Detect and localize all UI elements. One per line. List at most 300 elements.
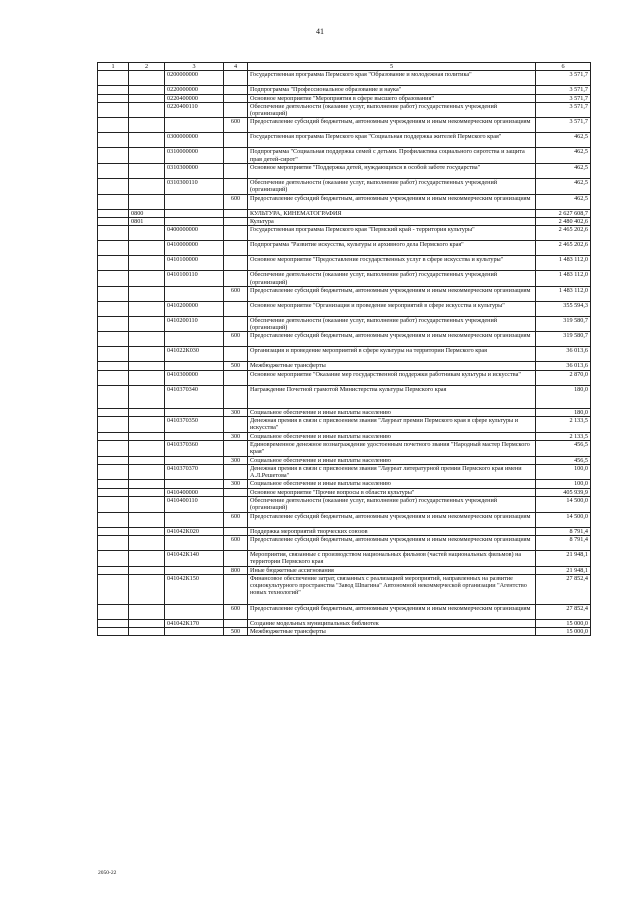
cell-col-1 bbox=[98, 497, 129, 513]
cell-col-1 bbox=[98, 94, 129, 102]
cell-section-code bbox=[129, 286, 165, 301]
table-row bbox=[98, 133, 591, 148]
cell-amount: 2 480 402,6 bbox=[536, 217, 591, 225]
cell-col-1 bbox=[98, 566, 129, 574]
cell-description: Мероприятия, связанные с производством национальных фильмов (частей национальных фильмов) на территории Пермского края bbox=[248, 550, 536, 566]
cell-target-code: 041042К170 bbox=[165, 619, 224, 627]
cell-target-code bbox=[165, 217, 224, 225]
table-row bbox=[98, 408, 591, 416]
cell-expense-type: 600 bbox=[224, 332, 248, 347]
cell-target-code: 0410100000 bbox=[165, 256, 224, 271]
cell-description: Социальное обеспечение и иные выплаты населению bbox=[248, 456, 536, 464]
cell-target-code bbox=[165, 408, 224, 416]
cell-section-code bbox=[129, 497, 165, 513]
cell-description: Создание модельных муниципальных библиотек bbox=[248, 619, 536, 627]
cell-target-code: 0410200110 bbox=[165, 316, 224, 332]
cell-section-code bbox=[129, 619, 165, 627]
cell-expense-type bbox=[224, 527, 248, 535]
cell-section-code bbox=[129, 118, 165, 133]
cell-target-code: 0410300000 bbox=[165, 370, 224, 385]
cell-amount: 405 939,9 bbox=[536, 488, 591, 496]
cell-section-code bbox=[129, 488, 165, 496]
cell-expense-type bbox=[224, 440, 248, 456]
cell-section-code bbox=[129, 316, 165, 332]
cell-target-code: 0410370340 bbox=[165, 385, 224, 408]
cell-section-code bbox=[129, 527, 165, 535]
cell-expense-type: 300 bbox=[224, 456, 248, 464]
header-col-1: 1 bbox=[98, 63, 129, 71]
cell-col-1 bbox=[98, 550, 129, 566]
cell-description: Культура bbox=[248, 217, 536, 225]
cell-expense-type: 300 bbox=[224, 432, 248, 440]
cell-expense-type bbox=[224, 102, 248, 118]
cell-target-code bbox=[165, 362, 224, 370]
table-row bbox=[98, 179, 591, 195]
cell-description: КУЛЬТУРА, КИНЕМАТОГРАФИЯ bbox=[248, 209, 536, 217]
cell-description: Межбюджетные трансферты bbox=[248, 628, 536, 636]
cell-amount: 15 000,0 bbox=[536, 628, 591, 636]
cell-amount: 2 870,0 bbox=[536, 370, 591, 385]
table-row bbox=[98, 527, 591, 535]
cell-col-1 bbox=[98, 133, 129, 148]
cell-description: Денежная премия в связи с присвоением звания "Лауреат литературной премии Пермского края имени А.Л.Решетова" bbox=[248, 464, 536, 480]
cell-target-code bbox=[165, 118, 224, 133]
cell-section-code bbox=[129, 456, 165, 464]
cell-amount: 462,5 bbox=[536, 133, 591, 148]
table-row bbox=[98, 370, 591, 385]
cell-col-1 bbox=[98, 385, 129, 408]
table-row bbox=[98, 164, 591, 179]
cell-expense-type bbox=[224, 271, 248, 287]
cell-col-1 bbox=[98, 362, 129, 370]
cell-expense-type bbox=[224, 497, 248, 513]
cell-section-code: 0800 bbox=[129, 209, 165, 217]
cell-section-code bbox=[129, 271, 165, 287]
cell-section-code bbox=[129, 550, 165, 566]
cell-target-code: 0410400110 bbox=[165, 497, 224, 513]
cell-section-code bbox=[129, 432, 165, 440]
cell-expense-type: 800 bbox=[224, 566, 248, 574]
cell-amount: 462,5 bbox=[536, 179, 591, 195]
cell-expense-type bbox=[224, 133, 248, 148]
cell-section-code bbox=[129, 301, 165, 316]
table-row bbox=[98, 628, 591, 636]
cell-amount: 2 133,5 bbox=[536, 432, 591, 440]
cell-description: Финансовое обеспечение затрат, связанных с реализацией мероприятий, направленных на развитие социокультурного пространства "Завод Шпагина" Автономной некоммерческой организации "Агентство новых технологий" bbox=[248, 574, 536, 604]
cell-col-1 bbox=[98, 480, 129, 488]
cell-expense-type bbox=[224, 619, 248, 627]
cell-col-1 bbox=[98, 209, 129, 217]
cell-amount: 2 465 202,6 bbox=[536, 226, 591, 241]
cell-expense-type: 500 bbox=[224, 628, 248, 636]
cell-section-code bbox=[129, 604, 165, 619]
cell-target-code: 0410000000 bbox=[165, 241, 224, 256]
cell-expense-type bbox=[224, 370, 248, 385]
cell-section-code: 0801 bbox=[129, 217, 165, 225]
cell-col-1 bbox=[98, 102, 129, 118]
cell-target-code bbox=[165, 286, 224, 301]
cell-section-code bbox=[129, 464, 165, 480]
cell-col-1 bbox=[98, 417, 129, 433]
cell-col-1 bbox=[98, 347, 129, 362]
cell-section-code bbox=[129, 241, 165, 256]
cell-expense-type bbox=[224, 86, 248, 94]
header-col-3: 3 bbox=[165, 63, 224, 71]
cell-amount: 100,0 bbox=[536, 464, 591, 480]
cell-amount: 14 500,0 bbox=[536, 512, 591, 527]
cell-amount: 36 013,6 bbox=[536, 347, 591, 362]
cell-expense-type: 600 bbox=[224, 512, 248, 527]
cell-expense-type bbox=[224, 209, 248, 217]
cell-section-code bbox=[129, 332, 165, 347]
cell-amount: 1 483 112,0 bbox=[536, 286, 591, 301]
footer-code: 2050-22 bbox=[98, 870, 117, 876]
cell-expense-type bbox=[224, 316, 248, 332]
cell-expense-type bbox=[224, 256, 248, 271]
cell-amount: 14 500,0 bbox=[536, 497, 591, 513]
cell-expense-type bbox=[224, 464, 248, 480]
cell-section-code bbox=[129, 133, 165, 148]
cell-col-1 bbox=[98, 316, 129, 332]
cell-expense-type: 300 bbox=[224, 480, 248, 488]
table-row bbox=[98, 332, 591, 347]
cell-section-code bbox=[129, 347, 165, 362]
cell-amount: 8 791,4 bbox=[536, 535, 591, 550]
cell-description: Основное мероприятие "Предоставление государственных услуг в сфере искусства и культуры" bbox=[248, 256, 536, 271]
cell-description: Социальное обеспечение и иные выплаты населению bbox=[248, 408, 536, 416]
cell-target-code: 0220400110 bbox=[165, 102, 224, 118]
cell-description: Государственная программа Пермского края "Пермский край - территория культуры" bbox=[248, 226, 536, 241]
cell-description: Государственная программа Пермского края "Образование и молодежная политика" bbox=[248, 71, 536, 86]
cell-section-code bbox=[129, 94, 165, 102]
header-col-5: 5 bbox=[248, 63, 536, 71]
cell-target-code bbox=[165, 566, 224, 574]
cell-description: Обеспечение деятельности (оказание услуг, выполнение работ) государственных учреждений (организаций) bbox=[248, 497, 536, 513]
cell-target-code: 041042К020 bbox=[165, 527, 224, 535]
cell-section-code bbox=[129, 256, 165, 271]
cell-target-code: 0310000000 bbox=[165, 148, 224, 164]
table-row bbox=[98, 550, 591, 566]
cell-col-1 bbox=[98, 535, 129, 550]
cell-description: Обеспечение деятельности (оказание услуг, выполнение работ) государственных учреждений (организаций) bbox=[248, 316, 536, 332]
table-row bbox=[98, 118, 591, 133]
cell-target-code: 0410100110 bbox=[165, 271, 224, 287]
cell-description: Основное мероприятие "Организация и проведение мероприятий в сфере искусства и культуры" bbox=[248, 301, 536, 316]
cell-amount: 2 133,5 bbox=[536, 417, 591, 433]
cell-section-code bbox=[129, 86, 165, 94]
cell-section-code bbox=[129, 385, 165, 408]
cell-description: Государственная программа Пермского края "Социальная поддержка жителей Пермского края" bbox=[248, 133, 536, 148]
cell-target-code: 041042К140 bbox=[165, 550, 224, 566]
cell-expense-type: 600 bbox=[224, 535, 248, 550]
cell-amount: 21 948,1 bbox=[536, 566, 591, 574]
cell-expense-type bbox=[224, 179, 248, 195]
table-row bbox=[98, 488, 591, 496]
cell-target-code: 0220400000 bbox=[165, 94, 224, 102]
cell-col-1 bbox=[98, 256, 129, 271]
cell-expense-type: 600 bbox=[224, 194, 248, 209]
table-row bbox=[98, 440, 591, 456]
cell-description: Предоставление субсидий бюджетным, автономным учреждениям и иным некоммерческим организациям bbox=[248, 194, 536, 209]
cell-target-code: 0220000000 bbox=[165, 86, 224, 94]
cell-target-code bbox=[165, 194, 224, 209]
cell-col-1 bbox=[98, 286, 129, 301]
cell-target-code bbox=[165, 480, 224, 488]
cell-description: Основное мероприятие "Мероприятия в сфере высшего образования" bbox=[248, 94, 536, 102]
cell-target-code: 0310300110 bbox=[165, 179, 224, 195]
cell-target-code: 0410400000 bbox=[165, 488, 224, 496]
cell-description: Подпрограмма "Профессиональное образование и наука" bbox=[248, 86, 536, 94]
cell-expense-type bbox=[224, 488, 248, 496]
cell-col-1 bbox=[98, 148, 129, 164]
cell-col-1 bbox=[98, 86, 129, 94]
cell-target-code: 0200000000 bbox=[165, 71, 224, 86]
table-row bbox=[98, 456, 591, 464]
cell-section-code bbox=[129, 226, 165, 241]
table-row bbox=[98, 102, 591, 118]
page-number: 41 bbox=[316, 27, 324, 36]
table-row bbox=[98, 604, 591, 619]
cell-expense-type bbox=[224, 301, 248, 316]
cell-expense-type: 600 bbox=[224, 286, 248, 301]
cell-amount: 456,5 bbox=[536, 456, 591, 464]
cell-col-1 bbox=[98, 456, 129, 464]
cell-description: Основное мероприятие "Оказание мер государственной поддержки работникам культуры и искусства" bbox=[248, 370, 536, 385]
table-row bbox=[98, 271, 591, 287]
header-col-6: 6 bbox=[536, 63, 591, 71]
cell-target-code: 0300000000 bbox=[165, 133, 224, 148]
table-row bbox=[98, 148, 591, 164]
cell-col-1 bbox=[98, 619, 129, 627]
cell-col-1 bbox=[98, 574, 129, 604]
cell-description: Предоставление субсидий бюджетным, автономным учреждениям и иным некоммерческим организациям bbox=[248, 535, 536, 550]
cell-col-1 bbox=[98, 488, 129, 496]
cell-col-1 bbox=[98, 512, 129, 527]
cell-expense-type bbox=[224, 226, 248, 241]
table-row bbox=[98, 417, 591, 433]
cell-description: Обеспечение деятельности (оказание услуг, выполнение работ) государственных учреждений (организаций) bbox=[248, 179, 536, 195]
cell-col-1 bbox=[98, 628, 129, 636]
cell-target-code: 0410370360 bbox=[165, 440, 224, 456]
cell-section-code bbox=[129, 148, 165, 164]
table-row bbox=[98, 286, 591, 301]
cell-description: Социальное обеспечение и иные выплаты населению bbox=[248, 432, 536, 440]
cell-amount: 100,0 bbox=[536, 480, 591, 488]
cell-description: Иные бюджетные ассигнования bbox=[248, 566, 536, 574]
cell-description: Предоставление субсидий бюджетным, автономным учреждениям и иным некоммерческим организациям bbox=[248, 332, 536, 347]
table-row bbox=[98, 86, 591, 94]
cell-section-code bbox=[129, 628, 165, 636]
cell-amount: 462,5 bbox=[536, 164, 591, 179]
table-row bbox=[98, 480, 591, 488]
table-header-row bbox=[98, 63, 591, 71]
cell-amount: 319 580,7 bbox=[536, 316, 591, 332]
cell-expense-type: 300 bbox=[224, 408, 248, 416]
cell-target-code bbox=[165, 604, 224, 619]
cell-section-code bbox=[129, 164, 165, 179]
table-row bbox=[98, 316, 591, 332]
cell-section-code bbox=[129, 512, 165, 527]
cell-col-1 bbox=[98, 432, 129, 440]
cell-amount: 2 627 608,7 bbox=[536, 209, 591, 217]
cell-description: Межбюджетные трансферты bbox=[248, 362, 536, 370]
cell-target-code: 0400000000 bbox=[165, 226, 224, 241]
table-row bbox=[98, 497, 591, 513]
cell-description: Предоставление субсидий бюджетным, автономным учреждениям и иным некоммерческим организациям bbox=[248, 604, 536, 619]
cell-amount: 3 571,7 bbox=[536, 71, 591, 86]
cell-description: Подпрограмма "Социальная поддержка семей с детьми. Профилактика социального сиротства и защита прав детей-сирот" bbox=[248, 148, 536, 164]
table-row bbox=[98, 535, 591, 550]
cell-description: Обеспечение деятельности (оказание услуг, выполнение работ) государственных учреждений (организаций) bbox=[248, 271, 536, 287]
cell-target-code: 0410370370 bbox=[165, 464, 224, 480]
cell-amount: 462,5 bbox=[536, 148, 591, 164]
table-row bbox=[98, 256, 591, 271]
cell-expense-type bbox=[224, 385, 248, 408]
cell-section-code bbox=[129, 408, 165, 416]
cell-section-code bbox=[129, 535, 165, 550]
table-row bbox=[98, 226, 591, 241]
cell-col-1 bbox=[98, 71, 129, 86]
table-row bbox=[98, 217, 591, 225]
cell-col-1 bbox=[98, 226, 129, 241]
cell-amount: 456,5 bbox=[536, 440, 591, 456]
cell-col-1 bbox=[98, 408, 129, 416]
table-row bbox=[98, 574, 591, 604]
cell-expense-type: 600 bbox=[224, 604, 248, 619]
cell-target-code bbox=[165, 456, 224, 464]
cell-col-1 bbox=[98, 241, 129, 256]
budget-table bbox=[97, 62, 591, 636]
cell-expense-type bbox=[224, 417, 248, 433]
table-row bbox=[98, 362, 591, 370]
table-row bbox=[98, 464, 591, 480]
cell-section-code bbox=[129, 179, 165, 195]
cell-amount: 3 571,7 bbox=[536, 94, 591, 102]
cell-expense-type bbox=[224, 550, 248, 566]
cell-expense-type bbox=[224, 217, 248, 225]
cell-section-code bbox=[129, 102, 165, 118]
table-row bbox=[98, 241, 591, 256]
cell-section-code bbox=[129, 480, 165, 488]
cell-col-1 bbox=[98, 217, 129, 225]
table-row bbox=[98, 301, 591, 316]
cell-target-code bbox=[165, 432, 224, 440]
cell-amount: 319 580,7 bbox=[536, 332, 591, 347]
table-row bbox=[98, 432, 591, 440]
cell-description: Предоставление субсидий бюджетным, автономным учреждениям и иным некоммерческим организациям bbox=[248, 512, 536, 527]
cell-col-1 bbox=[98, 179, 129, 195]
cell-target-code bbox=[165, 628, 224, 636]
cell-expense-type bbox=[224, 71, 248, 86]
cell-target-code bbox=[165, 512, 224, 527]
cell-section-code bbox=[129, 71, 165, 86]
cell-amount: 462,5 bbox=[536, 194, 591, 209]
table-row bbox=[98, 385, 591, 408]
cell-description: Предоставление субсидий бюджетным, автономным учреждениям и иным некоммерческим организациям bbox=[248, 286, 536, 301]
cell-description: Награждение Почетной грамотой Министерства культуры Пермского края bbox=[248, 385, 536, 408]
cell-col-1 bbox=[98, 164, 129, 179]
cell-col-1 bbox=[98, 332, 129, 347]
header-col-4: 4 bbox=[224, 63, 248, 71]
cell-target-code bbox=[165, 209, 224, 217]
cell-amount: 15 000,0 bbox=[536, 619, 591, 627]
cell-col-1 bbox=[98, 370, 129, 385]
cell-description: Социальное обеспечение и иные выплаты населению bbox=[248, 480, 536, 488]
cell-section-code bbox=[129, 566, 165, 574]
cell-target-code bbox=[165, 535, 224, 550]
cell-amount: 1 483 112,0 bbox=[536, 271, 591, 287]
cell-col-1 bbox=[98, 194, 129, 209]
cell-section-code bbox=[129, 370, 165, 385]
cell-target-code: 041022К030 bbox=[165, 347, 224, 362]
cell-col-1 bbox=[98, 464, 129, 480]
cell-expense-type bbox=[224, 148, 248, 164]
table-row bbox=[98, 512, 591, 527]
cell-expense-type bbox=[224, 164, 248, 179]
table-row bbox=[98, 194, 591, 209]
cell-description: Предоставление субсидий бюджетным, автономным учреждениям и иным некоммерческим организациям bbox=[248, 118, 536, 133]
cell-description: Организация и проведение мероприятий в сфере культуры на территории Пермского края bbox=[248, 347, 536, 362]
cell-amount: 3 571,7 bbox=[536, 118, 591, 133]
cell-col-1 bbox=[98, 604, 129, 619]
cell-expense-type: 600 bbox=[224, 118, 248, 133]
cell-expense-type bbox=[224, 347, 248, 362]
cell-description: Денежная премия в связи с присвоением звания "Лауреат премии Пермского края в сфере культуры и искусства" bbox=[248, 417, 536, 433]
cell-amount: 27 852,4 bbox=[536, 604, 591, 619]
cell-expense-type: 500 bbox=[224, 362, 248, 370]
cell-target-code bbox=[165, 332, 224, 347]
table-row bbox=[98, 619, 591, 627]
cell-section-code bbox=[129, 362, 165, 370]
cell-description: Поддержка мероприятий творческих союзов bbox=[248, 527, 536, 535]
cell-amount: 27 852,4 bbox=[536, 574, 591, 604]
table-row bbox=[98, 71, 591, 86]
cell-amount: 1 483 112,0 bbox=[536, 256, 591, 271]
cell-amount: 2 465 202,6 bbox=[536, 241, 591, 256]
cell-amount: 180,0 bbox=[536, 385, 591, 408]
cell-amount: 3 571,7 bbox=[536, 86, 591, 94]
cell-col-1 bbox=[98, 301, 129, 316]
cell-section-code bbox=[129, 440, 165, 456]
cell-section-code bbox=[129, 574, 165, 604]
cell-description: Подпрограмма "Развитие искусства, культуры и архивного дела Пермского края" bbox=[248, 241, 536, 256]
table-row bbox=[98, 209, 591, 217]
cell-target-code: 041042К150 bbox=[165, 574, 224, 604]
cell-expense-type bbox=[224, 574, 248, 604]
cell-col-1 bbox=[98, 118, 129, 133]
table-row bbox=[98, 347, 591, 362]
cell-amount: 8 791,4 bbox=[536, 527, 591, 535]
cell-section-code bbox=[129, 194, 165, 209]
cell-description: Основное мероприятие "Прочие вопросы в области культуры" bbox=[248, 488, 536, 496]
cell-col-1 bbox=[98, 271, 129, 287]
cell-description: Обеспечение деятельности (оказание услуг, выполнение работ) государственных учреждений (организаций) bbox=[248, 102, 536, 118]
cell-amount: 21 948,1 bbox=[536, 550, 591, 566]
cell-section-code bbox=[129, 417, 165, 433]
cell-target-code: 0310300000 bbox=[165, 164, 224, 179]
cell-expense-type bbox=[224, 241, 248, 256]
cell-col-1 bbox=[98, 440, 129, 456]
table-row bbox=[98, 566, 591, 574]
cell-amount: 36 013,6 bbox=[536, 362, 591, 370]
cell-description: Основное мероприятие "Поддержка детей, нуждающихся в особой заботе государства" bbox=[248, 164, 536, 179]
table-body bbox=[98, 71, 591, 636]
cell-amount: 180,0 bbox=[536, 408, 591, 416]
cell-amount: 3 571,7 bbox=[536, 102, 591, 118]
cell-col-1 bbox=[98, 527, 129, 535]
table-row bbox=[98, 94, 591, 102]
cell-target-code: 0410370350 bbox=[165, 417, 224, 433]
